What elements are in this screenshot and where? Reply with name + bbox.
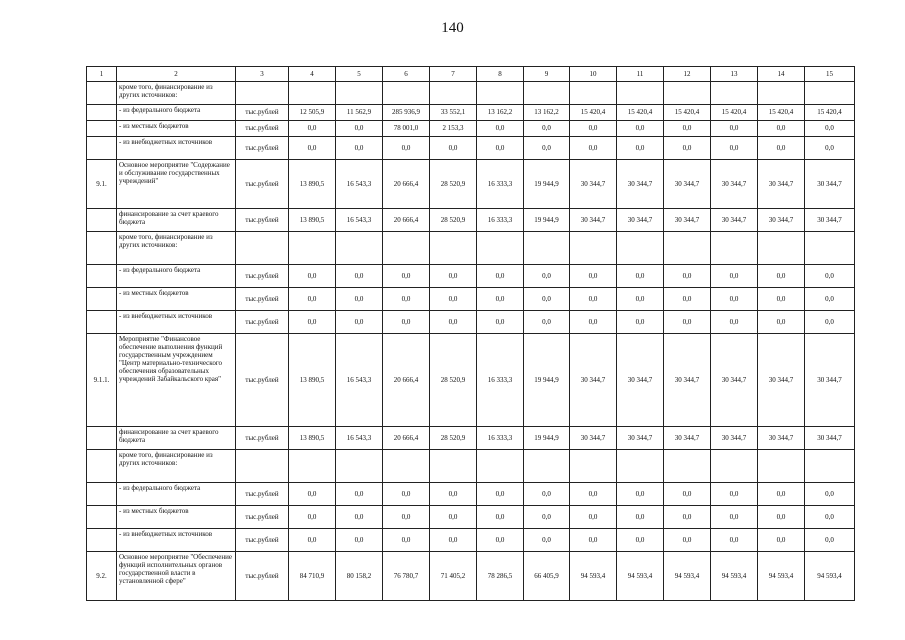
value-cell xyxy=(805,450,855,483)
value-cell: 30 344,7 xyxy=(664,334,711,427)
table-row xyxy=(87,137,855,160)
value-cell: 94 593,4 xyxy=(758,552,805,601)
value-cell: 0,0 xyxy=(524,265,570,288)
value-cell xyxy=(336,232,383,265)
value-cell: 0,0 xyxy=(570,311,617,334)
row-code xyxy=(87,265,117,288)
value-cell: 78 001,0 xyxy=(383,121,430,137)
value-cell: 0,0 xyxy=(524,137,570,160)
value-cell: 30 344,7 xyxy=(711,160,758,209)
value-cell xyxy=(758,450,805,483)
row-code xyxy=(87,450,117,483)
row-code: 9.2. xyxy=(87,552,117,601)
value-cell: 13 890,5 xyxy=(289,427,336,450)
value-cell: 0,0 xyxy=(336,506,383,529)
value-cell: 0,0 xyxy=(477,483,524,506)
value-cell: 30 344,7 xyxy=(570,334,617,427)
row-code xyxy=(87,82,117,105)
value-cell xyxy=(289,232,336,265)
table-row xyxy=(87,311,855,334)
value-cell: 0,0 xyxy=(758,506,805,529)
value-cell: 0,0 xyxy=(336,121,383,137)
row-code xyxy=(87,311,117,334)
row-unit: тыс.рублей xyxy=(236,311,289,334)
value-cell: 0,0 xyxy=(383,483,430,506)
header-cell: 14 xyxy=(758,67,805,82)
value-cell: 94 593,4 xyxy=(711,552,758,601)
page-number: 140 xyxy=(441,20,464,36)
value-cell: 0,0 xyxy=(570,529,617,552)
value-cell: 0,0 xyxy=(664,137,711,160)
value-cell: 15 420,4 xyxy=(570,105,617,121)
value-cell xyxy=(617,82,664,105)
value-cell: 94 593,4 xyxy=(570,552,617,601)
row-code xyxy=(87,483,117,506)
value-cell: 0,0 xyxy=(758,137,805,160)
value-cell xyxy=(336,82,383,105)
value-cell: 0,0 xyxy=(336,311,383,334)
value-cell: 0,0 xyxy=(383,137,430,160)
value-cell: 30 344,7 xyxy=(758,209,805,232)
value-cell: 15 420,4 xyxy=(664,105,711,121)
value-cell: 28 520,9 xyxy=(430,427,477,450)
value-cell: 30 344,7 xyxy=(758,427,805,450)
value-cell: 0,0 xyxy=(758,483,805,506)
value-cell: 0,0 xyxy=(336,288,383,311)
value-cell: 0,0 xyxy=(758,121,805,137)
value-cell xyxy=(617,450,664,483)
value-cell: 0,0 xyxy=(711,137,758,160)
value-cell: 0,0 xyxy=(570,288,617,311)
value-cell: 20 666,4 xyxy=(383,427,430,450)
value-cell: 13 890,5 xyxy=(289,160,336,209)
row-unit: тыс.рублей xyxy=(236,121,289,137)
value-cell: 16 543,3 xyxy=(336,160,383,209)
row-code: 9.1.1. xyxy=(87,334,117,427)
value-cell xyxy=(383,82,430,105)
value-cell xyxy=(430,232,477,265)
value-cell: 0,0 xyxy=(289,506,336,529)
value-cell xyxy=(383,232,430,265)
value-cell: 30 344,7 xyxy=(570,209,617,232)
value-cell xyxy=(711,82,758,105)
value-cell: 15 420,4 xyxy=(617,105,664,121)
header-cell: 4 xyxy=(289,67,336,82)
row-unit: тыс.рублей xyxy=(236,427,289,450)
value-cell xyxy=(617,232,664,265)
table-row xyxy=(87,121,855,137)
value-cell: 0,0 xyxy=(383,311,430,334)
value-cell: 30 344,7 xyxy=(805,334,855,427)
value-cell: 30 344,7 xyxy=(664,209,711,232)
value-cell: 0,0 xyxy=(477,265,524,288)
value-cell: 16 543,3 xyxy=(336,334,383,427)
value-cell: 0,0 xyxy=(477,529,524,552)
value-cell: 0,0 xyxy=(524,529,570,552)
value-cell: 0,0 xyxy=(617,506,664,529)
value-cell: 28 520,9 xyxy=(430,160,477,209)
value-cell: 84 710,9 xyxy=(289,552,336,601)
row-unit: тыс.рублей xyxy=(236,506,289,529)
row-code: 9.1. xyxy=(87,160,117,209)
value-cell: 30 344,7 xyxy=(805,427,855,450)
row-unit: тыс.рублей xyxy=(236,334,289,427)
value-cell: 0,0 xyxy=(711,311,758,334)
value-cell: 285 936,9 xyxy=(383,105,430,121)
value-cell: 0,0 xyxy=(805,288,855,311)
value-cell: 30 344,7 xyxy=(805,209,855,232)
value-cell xyxy=(477,82,524,105)
row-unit: тыс.рублей xyxy=(236,529,289,552)
value-cell xyxy=(758,232,805,265)
value-cell: 30 344,7 xyxy=(617,334,664,427)
value-cell: 30 344,7 xyxy=(617,209,664,232)
value-cell: 0,0 xyxy=(383,288,430,311)
row-name: Основное мероприятие "Обеспечение функций исполнительных органов государственной власти в установленной сфере" xyxy=(117,552,236,601)
value-cell: 0,0 xyxy=(805,265,855,288)
table-row xyxy=(87,232,855,265)
value-cell: 28 520,9 xyxy=(430,334,477,427)
value-cell: 0,0 xyxy=(336,529,383,552)
row-name: кроме того, финансирование из других источников: xyxy=(117,232,236,265)
value-cell xyxy=(477,450,524,483)
row-unit: тыс.рублей xyxy=(236,552,289,601)
value-cell: 0,0 xyxy=(617,311,664,334)
value-cell: 0,0 xyxy=(570,137,617,160)
value-cell: 0,0 xyxy=(617,483,664,506)
header-cell: 5 xyxy=(336,67,383,82)
value-cell: 0,0 xyxy=(289,265,336,288)
table-row xyxy=(87,265,855,288)
header-cell: 3 xyxy=(236,67,289,82)
value-cell: 30 344,7 xyxy=(805,160,855,209)
value-cell: 0,0 xyxy=(570,506,617,529)
table-row xyxy=(87,288,855,311)
value-cell: 16 543,3 xyxy=(336,427,383,450)
table-row xyxy=(87,209,855,232)
value-cell: 0,0 xyxy=(805,311,855,334)
value-cell: 0,0 xyxy=(758,311,805,334)
value-cell xyxy=(711,450,758,483)
value-cell: 0,0 xyxy=(664,311,711,334)
value-cell: 11 562,9 xyxy=(336,105,383,121)
row-name: кроме того, финансирование из других источников: xyxy=(117,450,236,483)
value-cell: 0,0 xyxy=(758,265,805,288)
value-cell: 76 780,7 xyxy=(383,552,430,601)
value-cell: 0,0 xyxy=(524,311,570,334)
value-cell: 13 890,5 xyxy=(289,334,336,427)
value-cell: 19 944,9 xyxy=(524,427,570,450)
row-name: - из внебюджетных источников xyxy=(117,137,236,160)
value-cell: 0,0 xyxy=(758,288,805,311)
table-row xyxy=(87,529,855,552)
row-name: финансирование за счет краевого бюджета xyxy=(117,209,236,232)
value-cell: 15 420,4 xyxy=(711,105,758,121)
value-cell: 66 405,9 xyxy=(524,552,570,601)
value-cell: 30 344,7 xyxy=(617,160,664,209)
value-cell: 12 505,9 xyxy=(289,105,336,121)
value-cell: 0,0 xyxy=(711,483,758,506)
value-cell xyxy=(805,232,855,265)
row-name: - из внебюджетных источников xyxy=(117,529,236,552)
value-cell: 0,0 xyxy=(524,506,570,529)
table-body xyxy=(87,67,855,601)
value-cell: 0,0 xyxy=(289,137,336,160)
value-cell: 28 520,9 xyxy=(430,209,477,232)
value-cell: 0,0 xyxy=(570,483,617,506)
value-cell: 30 344,7 xyxy=(711,334,758,427)
value-cell: 0,0 xyxy=(336,483,383,506)
row-unit: тыс.рублей xyxy=(236,288,289,311)
value-cell: 0,0 xyxy=(524,288,570,311)
row-code xyxy=(87,506,117,529)
table-row xyxy=(87,334,855,427)
value-cell: 0,0 xyxy=(430,311,477,334)
value-cell: 0,0 xyxy=(383,265,430,288)
table-row xyxy=(87,450,855,483)
value-cell: 0,0 xyxy=(711,288,758,311)
value-cell: 0,0 xyxy=(289,288,336,311)
row-unit: тыс.рублей xyxy=(236,160,289,209)
value-cell: 0,0 xyxy=(805,121,855,137)
value-cell: 0,0 xyxy=(711,506,758,529)
value-cell: 0,0 xyxy=(664,506,711,529)
value-cell: 0,0 xyxy=(430,506,477,529)
value-cell xyxy=(289,82,336,105)
value-cell: 30 344,7 xyxy=(570,160,617,209)
row-unit xyxy=(236,82,289,105)
value-cell: 13 162,2 xyxy=(477,105,524,121)
value-cell: 0,0 xyxy=(617,529,664,552)
row-code xyxy=(87,288,117,311)
value-cell: 33 552,1 xyxy=(430,105,477,121)
value-cell xyxy=(664,232,711,265)
value-cell: 20 666,4 xyxy=(383,334,430,427)
table-row xyxy=(87,483,855,506)
value-cell: 0,0 xyxy=(430,483,477,506)
value-cell: 80 158,2 xyxy=(336,552,383,601)
row-code xyxy=(87,427,117,450)
value-cell: 0,0 xyxy=(664,288,711,311)
row-name: - из местных бюджетов xyxy=(117,506,236,529)
value-cell: 0,0 xyxy=(430,529,477,552)
row-name: финансирование за счет краевого бюджета xyxy=(117,427,236,450)
table-row xyxy=(87,105,855,121)
value-cell: 15 420,4 xyxy=(805,105,855,121)
value-cell: 30 344,7 xyxy=(711,209,758,232)
value-cell: 0,0 xyxy=(477,137,524,160)
value-cell: 0,0 xyxy=(805,483,855,506)
value-cell: 19 944,9 xyxy=(524,209,570,232)
value-cell: 0,0 xyxy=(430,137,477,160)
value-cell xyxy=(711,232,758,265)
row-unit: тыс.рублей xyxy=(236,483,289,506)
value-cell: 16 333,3 xyxy=(477,209,524,232)
value-cell: 94 593,4 xyxy=(805,552,855,601)
header-cell: 10 xyxy=(570,67,617,82)
value-cell: 15 420,4 xyxy=(758,105,805,121)
value-cell: 0,0 xyxy=(570,121,617,137)
value-cell xyxy=(289,450,336,483)
value-cell: 16 543,3 xyxy=(336,209,383,232)
row-unit xyxy=(236,450,289,483)
value-cell: 0,0 xyxy=(336,137,383,160)
value-cell: 13 890,5 xyxy=(289,209,336,232)
value-cell: 19 944,9 xyxy=(524,334,570,427)
value-cell xyxy=(758,82,805,105)
value-cell xyxy=(570,82,617,105)
value-cell: 0,0 xyxy=(289,121,336,137)
header-cell: 13 xyxy=(711,67,758,82)
value-cell: 0,0 xyxy=(664,483,711,506)
value-cell: 16 333,3 xyxy=(477,160,524,209)
value-cell: 30 344,7 xyxy=(617,427,664,450)
value-cell: 2 153,3 xyxy=(430,121,477,137)
table-row xyxy=(87,506,855,529)
row-unit: тыс.рублей xyxy=(236,209,289,232)
value-cell: 0,0 xyxy=(336,265,383,288)
value-cell xyxy=(336,450,383,483)
value-cell xyxy=(524,232,570,265)
value-cell: 30 344,7 xyxy=(758,160,805,209)
header-cell: 1 xyxy=(87,67,117,82)
value-cell: 16 333,3 xyxy=(477,334,524,427)
value-cell xyxy=(524,82,570,105)
table-row xyxy=(87,427,855,450)
value-cell: 0,0 xyxy=(617,121,664,137)
value-cell xyxy=(430,450,477,483)
value-cell: 0,0 xyxy=(805,506,855,529)
value-cell: 0,0 xyxy=(430,265,477,288)
header-cell: 15 xyxy=(805,67,855,82)
row-name: Основное мероприятие "Содержание и обслуживание государственных учреждений" xyxy=(117,160,236,209)
value-cell: 0,0 xyxy=(289,311,336,334)
value-cell: 0,0 xyxy=(617,137,664,160)
row-unit: тыс.рублей xyxy=(236,137,289,160)
value-cell xyxy=(430,82,477,105)
row-name: - из федерального бюджета xyxy=(117,265,236,288)
value-cell: 20 666,4 xyxy=(383,209,430,232)
value-cell: 94 593,4 xyxy=(664,552,711,601)
value-cell xyxy=(524,450,570,483)
value-cell xyxy=(570,450,617,483)
value-cell: 0,0 xyxy=(524,121,570,137)
value-cell: 0,0 xyxy=(477,311,524,334)
row-name: - из федерального бюджета xyxy=(117,483,236,506)
row-name: Мероприятие "Финансовое обеспечение выполнения функций государственным учреждением "Центр материально-технического обеспечения образовательных учреждений Забайкальского края" xyxy=(117,334,236,427)
value-cell: 0,0 xyxy=(477,121,524,137)
value-cell: 20 666,4 xyxy=(383,160,430,209)
budget-table xyxy=(86,66,855,601)
value-cell: 0,0 xyxy=(477,288,524,311)
value-cell: 0,0 xyxy=(711,121,758,137)
header-cell: 11 xyxy=(617,67,664,82)
row-code xyxy=(87,209,117,232)
value-cell: 0,0 xyxy=(805,137,855,160)
value-cell: 0,0 xyxy=(570,265,617,288)
header-cell: 6 xyxy=(383,67,430,82)
row-code xyxy=(87,105,117,121)
value-cell: 0,0 xyxy=(383,529,430,552)
value-cell xyxy=(383,450,430,483)
value-cell: 30 344,7 xyxy=(711,427,758,450)
row-name: кроме того, финансирование из других источников: xyxy=(117,82,236,105)
value-cell: 30 344,7 xyxy=(664,160,711,209)
header-cell: 8 xyxy=(477,67,524,82)
row-code xyxy=(87,121,117,137)
value-cell: 0,0 xyxy=(711,529,758,552)
header-cell: 12 xyxy=(664,67,711,82)
value-cell: 0,0 xyxy=(758,529,805,552)
value-cell: 0,0 xyxy=(524,483,570,506)
value-cell: 78 286,5 xyxy=(477,552,524,601)
value-cell: 0,0 xyxy=(289,529,336,552)
value-cell: 0,0 xyxy=(477,506,524,529)
row-code xyxy=(87,529,117,552)
value-cell: 30 344,7 xyxy=(664,427,711,450)
header-cell: 7 xyxy=(430,67,477,82)
value-cell: 94 593,4 xyxy=(617,552,664,601)
value-cell xyxy=(805,82,855,105)
row-code xyxy=(87,232,117,265)
table-row xyxy=(87,160,855,209)
value-cell xyxy=(477,232,524,265)
row-code xyxy=(87,137,117,160)
row-name: - из внебюджетных источников xyxy=(117,311,236,334)
value-cell: 0,0 xyxy=(289,483,336,506)
row-unit: тыс.рублей xyxy=(236,105,289,121)
table-row xyxy=(87,82,855,105)
row-name: - из федерального бюджета xyxy=(117,105,236,121)
value-cell: 0,0 xyxy=(805,529,855,552)
value-cell: 19 944,9 xyxy=(524,160,570,209)
value-cell: 71 405,2 xyxy=(430,552,477,601)
value-cell: 0,0 xyxy=(664,265,711,288)
value-cell: 0,0 xyxy=(664,529,711,552)
table-row xyxy=(87,552,855,601)
value-cell: 30 344,7 xyxy=(758,334,805,427)
value-cell xyxy=(664,450,711,483)
value-cell: 0,0 xyxy=(711,265,758,288)
header-cell: 9 xyxy=(524,67,570,82)
table-header-row xyxy=(87,67,855,82)
value-cell: 13 162,2 xyxy=(524,105,570,121)
row-unit: тыс.рублей xyxy=(236,265,289,288)
value-cell: 0,0 xyxy=(664,121,711,137)
value-cell: 0,0 xyxy=(617,288,664,311)
value-cell: 16 333,3 xyxy=(477,427,524,450)
row-name: - из местных бюджетов xyxy=(117,288,236,311)
value-cell xyxy=(664,82,711,105)
row-unit xyxy=(236,232,289,265)
value-cell xyxy=(570,232,617,265)
header-cell: 2 xyxy=(117,67,236,82)
value-cell: 30 344,7 xyxy=(570,427,617,450)
value-cell: 0,0 xyxy=(617,265,664,288)
value-cell: 0,0 xyxy=(383,506,430,529)
row-name: - из местных бюджетов xyxy=(117,121,236,137)
value-cell: 0,0 xyxy=(430,288,477,311)
